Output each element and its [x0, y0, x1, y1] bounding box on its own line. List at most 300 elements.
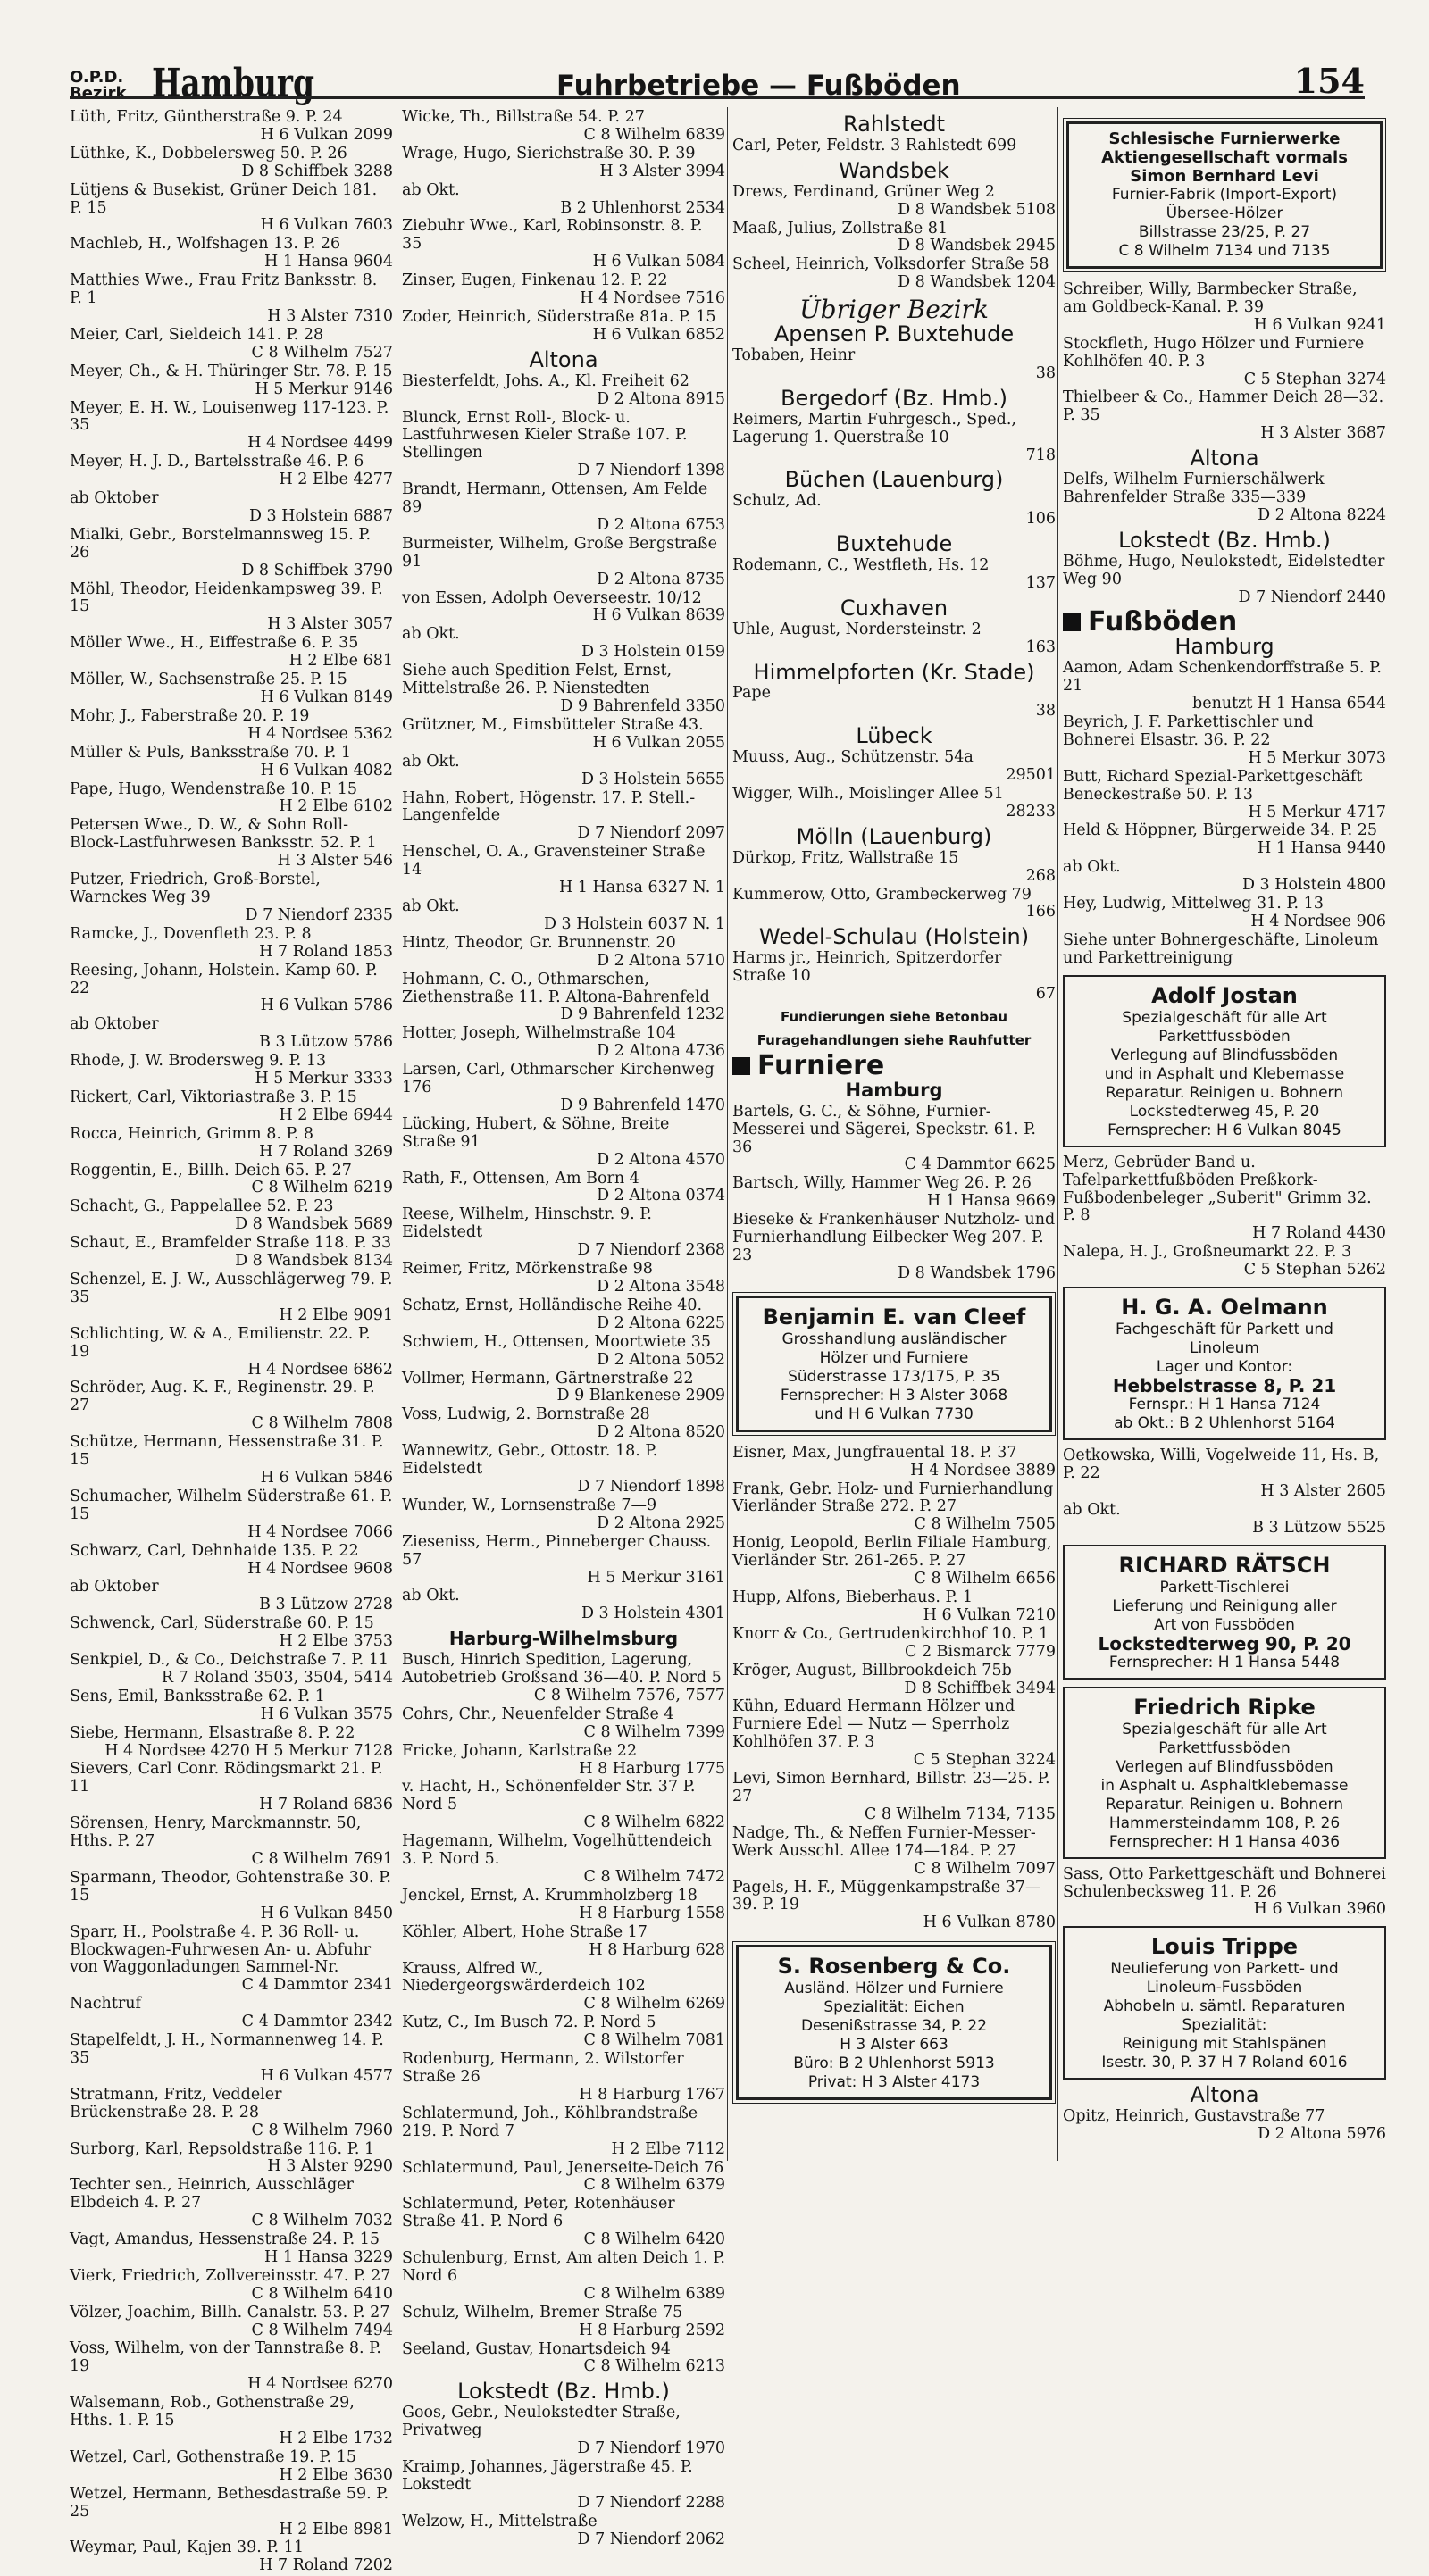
entry-name: Machleb, H., Wolfshagen 13. P. 26 — [70, 235, 341, 254]
directory-entry — [402, 1206, 725, 1260]
entry-phone: H 1 Hansa 3229 — [264, 2247, 393, 2266]
ad-line: Fernsprecher: H 6 Vulkan 8045 — [1107, 1121, 1341, 1139]
directory-entry — [70, 1434, 393, 1488]
entry-name: Henschel, O. A., Gravensteiner Straße 14 — [402, 843, 706, 880]
ad-trippe — [1063, 1926, 1386, 2080]
entry-name: Nachtruf — [70, 1995, 141, 2013]
entry-name: Meyer, E. H. W., Louisenweg 117-123. P. 35 — [70, 398, 389, 435]
entry-name: Hohmann, C. O., Othmarschen, Ziethenstraße 11. P. Altona-Bahrenfeld — [402, 970, 710, 1006]
header-rule — [70, 96, 1365, 99]
entry-name: Sparr, H., Poolstraße 4. P. 36 Roll- u. Blockwagen-Fuhrwesen An- u. Abfuhr von Waggonladungen Sammel-Nr. — [70, 1922, 372, 1977]
entry-phone: H 6 Vulkan 4082 — [260, 761, 393, 779]
entry-phone: C 8 Wilhelm 7527 — [251, 343, 393, 362]
directory-entry — [402, 1497, 725, 1533]
directory-entry — [402, 1588, 725, 1623]
entry-phone: D 2 Altona 8735 — [597, 570, 725, 588]
entry-phone: C 4 Dammtor 6625 — [904, 1155, 1056, 1174]
directory-entry — [732, 1771, 1056, 1824]
entry-list — [732, 621, 1056, 657]
entry-name: ab Okt. — [402, 1587, 460, 1605]
entry-phone: H 7 Roland 4430 — [1252, 1224, 1386, 1243]
entry-list — [732, 184, 1056, 292]
entry-name: Kühn, Eduard Hermann Hölzer und Furniere Edel — Nutz — Sperrholz Kohlhöfen 37. P. 3 — [732, 1697, 1015, 1752]
entry-phone: D 8 Wandsbek 1796 — [898, 1263, 1056, 1282]
entry-name: Welzow, H., Mittelstraße — [402, 2512, 598, 2530]
entry-phone: C 8 Wilhelm 6269 — [583, 1995, 725, 2013]
entry-list — [732, 850, 1056, 922]
entry-name: Aamon, Adam Schenkendorffstraße 5. P. 21 — [1063, 659, 1382, 696]
entry-phone: C 8 Wilhelm 7081 — [583, 2031, 725, 2050]
ad-line: Privat: H 3 Alster 4173 — [807, 2073, 981, 2092]
ad-line: Reparatur. Reinigen u. Bohnern — [1105, 1795, 1344, 1813]
entry-phone: C 8 Wilhelm 7134, 7135 — [864, 1805, 1056, 1823]
heading-buechen: Büchen (Lauenburg) — [784, 467, 1004, 493]
entry-name: Muuss, Aug., Schützenstr. 54a — [732, 748, 974, 767]
directory-entry — [402, 1706, 725, 1742]
entry-name: Schatz, Ernst, Holländische Reihe 40. — [402, 1296, 703, 1314]
entry-name: Butt, Richard Spezial-Parkettgeschäft Beneckestraße 50. P. 13 — [1063, 767, 1363, 804]
directory-entry — [402, 1371, 725, 1406]
directory-entry — [70, 454, 393, 489]
entry-name: Roggentin, E., Billh. Deich 65. P. 27 — [70, 1161, 352, 1180]
heading-lokstedt: Lokstedt (Bz. Hmb.) — [1118, 527, 1331, 553]
directory-entry — [402, 1443, 725, 1496]
directory-entry — [70, 1579, 393, 1614]
entry-phone: H 4 Nordsee 906 — [1250, 913, 1386, 930]
directory-entry — [732, 950, 1056, 1004]
directory-entry — [70, 2340, 393, 2394]
entry-phone: D 9 Bahrenfeld 3350 — [560, 697, 725, 715]
entry-phone: H 6 Vulkan 7210 — [923, 1605, 1056, 1624]
directory-entry — [70, 1543, 393, 1579]
entry-phone: H 7 Roland 6836 — [259, 1796, 393, 1814]
directory-entry — [70, 708, 393, 744]
entry-name: ab Oktober — [70, 489, 159, 508]
entry-phone: H 1 Hansa 9440 — [1258, 839, 1386, 858]
entry-name: Schlatermund, Joh., Köhlbrandstraße 219. P. Nord 7 — [402, 2104, 698, 2140]
entry-phone: H 8 Harburg 2592 — [579, 2321, 725, 2339]
entry-name: Wicke, Th., Billstraße 54. P. 27 — [402, 108, 645, 126]
entry-name: Möhl, Theodor, Heidenkampsweg 39. P. 15 — [70, 579, 383, 616]
entry-name: Schütze, Hermann, Hessenstraße 31. P. 15 — [70, 1433, 384, 1470]
directory-entry — [1063, 822, 1386, 858]
entry-phone: D 9 Blankenese 2909 — [556, 1387, 725, 1405]
entry-phone: C 8 Wilhelm 6420 — [583, 2230, 725, 2249]
ad-title: Friedrich Ripke — [1133, 1694, 1316, 1720]
entry-name: Thielbeer & Co., Hammer Deich 28—32. P. 35 — [1063, 388, 1384, 425]
entry-name: von Essen, Adolph Oeverseestr. 10/12 — [402, 588, 702, 607]
directory-entry — [732, 1175, 1056, 1211]
entry-phone: D 7 Niendorf 2440 — [1238, 588, 1386, 606]
entry-phone: D 2 Altona 6753 — [597, 515, 725, 534]
heading-harburg: Harburg-Wilhelmsburg — [448, 1628, 679, 1650]
directory-entry — [70, 2231, 393, 2267]
entry-phone: D 2 Altona 3548 — [597, 1278, 725, 1296]
directory-entry — [70, 817, 393, 871]
ad-title: H. G. A. Oelmann — [1121, 1295, 1328, 1321]
entry-list — [402, 1652, 725, 2376]
ad-line: Spezialgeschäft für alle Art — [1122, 1720, 1327, 1738]
directory-entry — [402, 2014, 725, 2050]
entry-list — [732, 347, 1056, 383]
entry-name: Uhle, August, Nordersteinstr. 2 — [732, 620, 982, 638]
entry-name: Rath, F., Ottensen, Am Born 4 — [402, 1169, 639, 1188]
entry-name: Stratmann, Fritz, Veddeler Brückenstraße 28. P. 28 — [70, 2085, 282, 2122]
column-1 — [70, 109, 393, 2576]
ad-line: Verlegen auf Blindfussböden — [1116, 1757, 1333, 1776]
entry-list — [1063, 2108, 1386, 2144]
heading-altona: Altona — [1190, 2082, 1259, 2108]
entry-phone: D 3 Holstein 5655 — [581, 770, 725, 788]
directory-entry — [402, 1534, 725, 1588]
entry-name: Techter sen., Heinrich, Ausschläger Elbdeich 4. P. 27 — [70, 2176, 354, 2213]
entry-phone: H 7 Roland 7202 — [259, 2556, 393, 2575]
entry-name: Reimer, Fritz, Mörkenstraße 98 — [402, 1260, 653, 1279]
entry-phone: H 3 Alster 3057 — [267, 615, 393, 634]
directory-entry — [732, 256, 1056, 292]
entry-name: Schwenck, Carl, Süderstraße 60. P. 15 — [70, 1614, 374, 1633]
entry-name: Brandt, Hermann, Ottensen, Am Felde 89 — [402, 480, 708, 517]
directory-entry — [732, 557, 1056, 593]
entry-phone: R 7 Roland 3503, 3504, 5414 — [161, 1668, 393, 1687]
entry-phone: D 2 Altona 8915 — [597, 389, 725, 408]
entry-name: Honig, Leopold, Berlin Filiale Hamburg, Vierländer Str. 261-265. P. 27 — [732, 1534, 1052, 1571]
section-marker-icon — [1063, 613, 1081, 631]
directory-entry — [70, 1126, 393, 1162]
entry-phone: H 6 Vulkan 8780 — [923, 1913, 1056, 1932]
entry-name: ab Okt. — [1063, 1500, 1121, 1519]
column-divider — [727, 107, 728, 2161]
entry-name: Held & Höppner, Bürgerweide 34. P. 25 — [1063, 821, 1378, 840]
ad-ripke — [1063, 1687, 1386, 1859]
entry-name: Zoder, Heinrich, Süderstraße 81a. P. 15 — [402, 307, 716, 326]
entry-phone: benutzt H 1 Hansa 6544 — [1192, 695, 1386, 713]
directory-entry — [732, 221, 1056, 256]
ad-line: und H 6 Vulkan 7730 — [815, 1405, 974, 1423]
directory-entry — [402, 2250, 725, 2304]
entry-list — [1063, 1155, 1386, 1280]
directory-entry — [402, 2051, 725, 2105]
entry-phone: D 7 Niendorf 2288 — [577, 2493, 725, 2512]
directory-entry — [732, 621, 1056, 657]
directory-entry — [70, 2486, 393, 2539]
entry-phone: D 2 Altona 6225 — [597, 1313, 725, 1332]
entry-phone: H 3 Alster 3994 — [599, 162, 725, 180]
directory-entry — [402, 1171, 725, 1206]
entry-phone: C 8 Wilhelm 6389 — [583, 2284, 725, 2303]
directory-entry — [70, 926, 393, 962]
entry-name: Vollmer, Hermann, Gärtnerstraße 22 — [402, 1369, 694, 1388]
entry-list — [402, 373, 725, 1624]
entry-name: Wannewitz, Gebr., Ottostr. 18. P. Eidelstedt — [402, 1442, 658, 1479]
directory-entry — [70, 1996, 393, 2031]
directory-entry — [402, 146, 725, 181]
entry-name: Sievers, Carl Conr. Rödingsmarkt 21. P. 11 — [70, 1760, 383, 1797]
ad-line: Lieferung und Reinigung aller — [1112, 1596, 1337, 1615]
directory-entry — [732, 493, 1056, 529]
entry-name: Wetzel, Hermann, Bethesdastraße 59. P. 25 — [70, 2484, 389, 2521]
entry-name: Scheel, Heinrich, Volksdorfer Straße 58 — [732, 255, 1049, 274]
entry-phone: H 6 Vulkan 5846 — [260, 1468, 393, 1487]
entry-name: Kutz, C., Im Busch 72. P. Nord 5 — [402, 2013, 656, 2032]
entry-name: ab Oktober — [70, 1578, 159, 1596]
directory-entry — [732, 1626, 1056, 1662]
directory-entry — [402, 1961, 725, 2014]
entry-name: Sens, Emil, Banksstraße 62. P. 1 — [70, 1687, 325, 1705]
entry-name: Voss, Wilhelm, von der Tannstraße 8. P. 19 — [70, 2339, 381, 2376]
entry-name: ab Oktober — [70, 1015, 159, 1034]
heading-cuxhaven: Cuxhaven — [840, 595, 948, 621]
entry-phone: C 8 Wilhelm 6410 — [251, 2284, 393, 2303]
entry-name: Siehe auch Spedition Felst, Ernst, Mittelstraße 26. P. Nienstedten — [402, 662, 673, 698]
ad-line: Übersee-Hölzer — [1166, 204, 1283, 222]
entry-name: Ziebuhr Wwe., Karl, Robinsonstr. 8. P. 35 — [402, 217, 703, 254]
section-title: Fuhrbetriebe — Fußböden — [556, 70, 961, 102]
directory-entry — [70, 400, 393, 454]
entry-phone: C 5 Stephan 5262 — [1243, 1261, 1386, 1280]
entry-name: Krauss, Alfred W., Niedergeorgswärderdeich 102 — [402, 1959, 646, 1996]
directory-entry — [402, 1779, 725, 1832]
heading-bergedorf: Bergedorf (Bz. Hmb.) — [781, 385, 1007, 411]
ad-line: Hebbelstrasse 8, P. 21 — [1112, 1375, 1337, 1397]
directory-entry — [70, 1163, 393, 1198]
directory-entry — [402, 626, 725, 662]
entry-phone: H 8 Harburg 1775 — [579, 1759, 725, 1778]
entry-name: Delfs, Wilhelm Furnierschälwerk Bahrenfelder Straße 335—339 — [1063, 471, 1325, 506]
directory-entry — [1063, 389, 1386, 443]
entry-name: Ramcke, J., Dovenfleth 23. P. 8 — [70, 924, 312, 943]
entry-phone: C 8 Wilhelm 6379 — [583, 2176, 725, 2195]
directory-entry — [402, 2513, 725, 2549]
entry-list — [1063, 554, 1386, 607]
directory-entry — [732, 685, 1056, 721]
entry-name: Merz, Gebrüder Band u. Tafelparkettfußböden Preßkork-Fußbodenbeleger „Suberit" Grimm 32. P. 8 — [1063, 1153, 1372, 1225]
directory-entry — [402, 1833, 725, 1887]
ad-title: Schlesische Furnierwerke — [1108, 129, 1341, 148]
entry-phone: D 8 Schiffbek 3494 — [904, 1679, 1056, 1697]
directory-entry — [70, 2395, 393, 2448]
directory-entry — [402, 590, 725, 626]
heading-rahlstedt: Rahlstedt — [842, 112, 946, 137]
entry-phone: D 2 Altona 5052 — [597, 1350, 725, 1369]
directory-entry — [1063, 1502, 1386, 1538]
entry-phone: D 7 Niendorf 2368 — [577, 1241, 725, 1260]
ad-line: Parkett-Tischlerei — [1159, 1578, 1290, 1596]
directory-entry — [70, 963, 393, 1016]
entry-list — [732, 138, 1056, 155]
ad-line: Spezialität: — [1182, 2016, 1267, 2035]
directory-entry — [402, 2196, 725, 2249]
entry-name: Schenzel, E. J. W., Ausschlägerweg 79. P. 35 — [70, 1271, 393, 1306]
entry-name: Zieseniss, Herm., Pinneberger Chauss. 57 — [402, 1532, 712, 1569]
heading-uebriger-bezirk: Übriger Bezirk — [799, 295, 989, 325]
directory-entry — [70, 1380, 393, 1433]
entry-name: Wigger, Wilh., Moislinger Allee 51 — [732, 785, 1004, 803]
ad-title: RICHARD RÄTSCH — [1118, 1552, 1331, 1578]
entry-phone: H 6 Vulkan 2055 — [592, 733, 725, 752]
entry-name: Hahn, Robert, Högenstr. 17. P. Stell.-Langenfelde — [402, 788, 696, 825]
entry-name: Lüth, Fritz, Güntherstraße 9. P. 24 — [70, 108, 343, 126]
entry-list — [70, 109, 393, 2575]
directory-entry — [402, 1116, 725, 1170]
directory-entry — [402, 971, 725, 1025]
directory-entry — [402, 1924, 725, 1960]
entry-name: Reesing, Johann, Holstein. Kamp 60. P. 22 — [70, 961, 378, 997]
entry-phone: C 8 Wilhelm 6822 — [583, 1813, 725, 1832]
ad-line: und in Asphalt und Klebemasse — [1104, 1064, 1345, 1083]
entry-name: Seeland, Gustav, Honartsdeich 94 — [402, 2339, 671, 2358]
entry-phone: H 6 Vulkan 8149 — [260, 688, 393, 706]
column-divider — [1057, 107, 1058, 2161]
entry-name: Schulenburg, Ernst, Am alten Deich 1. P. Nord 6 — [402, 2249, 725, 2285]
entry-phone: 38 — [1035, 702, 1056, 721]
entry-name: Putzer, Friedrich, Groß-Borstel, Warnckes Weg 39 — [70, 871, 321, 906]
directory-entry — [732, 1212, 1056, 1283]
directory-entry — [1063, 859, 1386, 895]
entry-list — [1063, 281, 1386, 443]
entry-phone: H 6 Vulkan 6852 — [592, 325, 725, 344]
ad-line: Fernspr.: H 1 Hansa 7124 — [1128, 1396, 1321, 1414]
entry-name: Voss, Ludwig, 2. Bornstraße 28 — [402, 1405, 650, 1424]
entry-name: Schwiem, H., Ottensen, Moortwiete 35 — [402, 1332, 711, 1351]
directory-entry — [70, 327, 393, 363]
ad-jostan — [1063, 975, 1386, 1147]
entry-phone: H 4 Nordsee 4270 H 5 Merkur 7128 — [104, 1741, 393, 1760]
directory-entry — [732, 1104, 1056, 1175]
entry-phone: D 7 Niendorf 2062 — [577, 2530, 725, 2548]
entry-name: Schulz, Ad. — [732, 492, 822, 511]
entry-name: Knorr & Co., Gertrudenkirchhof 10. P. 1 — [732, 1624, 1049, 1643]
city-title: Hamburg — [152, 61, 315, 106]
entry-phone: H 6 Vulkan 3575 — [260, 1705, 393, 1723]
directory-entry — [732, 347, 1056, 383]
ad-line: Art von Fussböden — [1154, 1615, 1295, 1634]
entry-name: Eisner, Max, Jungfrauental 18. P. 37 — [732, 1443, 1017, 1462]
entry-name: Burmeister, Wilhelm, Große Bergstraße 91 — [402, 534, 717, 571]
entry-name: Maaß, Julius, Zollstraße 81 — [732, 219, 948, 238]
entry-phone: C 8 Wilhelm 6219 — [251, 1179, 393, 1197]
entry-name: Schulz, Wilhelm, Bremer Straße 75 — [402, 2303, 683, 2322]
entry-phone: D 3 Holstein 0159 — [581, 643, 725, 662]
heading-hamburg: Hamburg — [1174, 634, 1274, 660]
entry-name: Rocca, Heinrich, Grimm 8. P. 8 — [70, 1124, 313, 1143]
entry-phone: C 8 Wilhelm 7032 — [251, 2212, 393, 2230]
entry-name: Kummerow, Otto, Grambeckerweg 79 — [732, 885, 1032, 904]
ad-line: ab Okt.: B 2 Uhlenhorst 5164 — [1114, 1414, 1335, 1433]
entry-name: Hey, Ludwig, Mittelweg 31. P. 13 — [1063, 895, 1324, 913]
entry-phone: C 8 Wilhelm 7399 — [583, 1722, 725, 1741]
directory-entry — [1063, 1155, 1386, 1244]
entry-name: Hintz, Theodor, Gr. Brunnenstr. 20 — [402, 933, 676, 952]
entry-phone: H 4 Nordsee 5362 — [247, 724, 393, 743]
entry-phone: B 3 Lützow 5786 — [259, 1033, 393, 1052]
entry-name: Nalepa, H. J., Großneumarkt 22. P. 3 — [1063, 1243, 1352, 1262]
directory-entry — [70, 1725, 393, 1761]
directory-entry — [1063, 336, 1386, 389]
entry-list — [402, 109, 725, 345]
ad-line: Spezialität: Eichen — [823, 1998, 965, 2017]
entry-phone: H 6 Vulkan 5084 — [592, 253, 725, 271]
ad-line: Hammersteindamm 108, P. 26 — [1108, 1813, 1341, 1832]
entry-phone: 166 — [1025, 903, 1056, 921]
entry-phone: H 4 Nordsee 7516 — [580, 289, 725, 308]
entry-list — [1063, 1866, 1386, 1920]
heading-wedel: Wedel-Schulau (Holstein) — [758, 924, 1030, 950]
section-marker-icon — [732, 1057, 750, 1075]
entry-name: Wrage, Hugo, Sierichstraße 30. P. 39 — [402, 144, 696, 163]
directory-entry — [402, 1062, 725, 1115]
ad-line: Lager und Kontor: — [1156, 1358, 1293, 1377]
entry-phone: H 2 Elbe 4277 — [279, 471, 393, 489]
directory-entry — [70, 871, 393, 925]
entry-name: Sparmann, Theodor, Gohtenstraße 30. P. 15 — [70, 1868, 391, 1905]
directory-entry — [70, 2268, 393, 2304]
directory-entry — [402, 663, 725, 716]
entry-name: Hotter, Joseph, Wilhelmstraße 104 — [402, 1024, 676, 1043]
directory-entry — [402, 790, 725, 844]
heading-fussboeden — [1063, 606, 1386, 638]
entry-phone: H 5 Merkur 3161 — [587, 1568, 725, 1587]
heading-himmelpforten: Himmelpforten (Kr. Stade) — [753, 659, 1035, 685]
heading-furniere — [732, 1049, 1056, 1081]
directory-entry — [732, 1445, 1056, 1480]
directory-entry — [402, 373, 725, 409]
ad-line: Grosshandlung ausländischer — [781, 1330, 1007, 1348]
directory-entry — [70, 1016, 393, 1052]
entry-phone: H 4 Nordsee 3889 — [910, 1461, 1056, 1480]
entry-phone: D 8 Wandsbek 8134 — [235, 1252, 393, 1271]
entry-phone: D 7 Niendorf 1898 — [577, 1477, 725, 1496]
directory-entry — [402, 2105, 725, 2159]
directory-entry — [402, 1297, 725, 1333]
entry-name: Schröder, Aug. K. F., Reginenstr. 29. P. 27 — [70, 1379, 375, 1415]
entry-list — [732, 1445, 1056, 1932]
entry-phone: H 1 Hansa 9604 — [264, 253, 393, 271]
directory-entry — [402, 898, 725, 934]
directory-entry — [402, 481, 725, 535]
entry-phone: D 8 Schiffbek 3288 — [241, 162, 393, 180]
entry-phone: C 8 Wilhelm 6839 — [583, 125, 725, 144]
entry-name: Meier, Carl, Sieldeich 141. P. 28 — [70, 325, 324, 344]
entry-phone: H 1 Hansa 9669 — [927, 1192, 1056, 1211]
directory-entry — [70, 2449, 393, 2485]
entry-list — [1063, 471, 1386, 525]
entry-phone: D 2 Altona 8520 — [597, 1423, 725, 1442]
entry-phone: 163 — [1025, 638, 1056, 656]
ad-line: Lockstedterweg 90, P. 20 — [1098, 1632, 1351, 1655]
directory-entry — [402, 1652, 725, 1705]
entry-name: Oetkowska, Willi, Vogelweide 11, Hs. B, P. 22 — [1063, 1446, 1380, 1482]
entry-phone: D 8 Wandsbek 1204 — [898, 273, 1056, 292]
column-2 — [402, 109, 725, 2550]
entry-name: Lüthke, K., Dobbelersweg 50. P. 26 — [70, 144, 347, 163]
entry-phone: D 2 Altona 4736 — [597, 1042, 725, 1061]
heading-buxtehude: Buxtehude — [835, 531, 953, 557]
entry-phone: D 2 Altona 5710 — [597, 951, 725, 970]
entry-phone: H 1 Hansa 6327 N. 1 — [558, 879, 725, 897]
directory-entry — [70, 1652, 393, 1688]
ad-schlesische-furnierwerke — [1066, 121, 1383, 269]
directory-entry — [70, 2141, 393, 2177]
entry-phone: H 8 Harburg 628 — [589, 1940, 725, 1959]
entry-phone: H 7 Roland 3269 — [259, 1142, 393, 1161]
directory-entry — [732, 1825, 1056, 1879]
entry-name: Walsemann, Rob., Gothenstraße 29, Hths. 1. P. 15 — [70, 2394, 355, 2430]
entry-name: ab Okt. — [402, 180, 460, 199]
directory-entry — [70, 1688, 393, 1724]
entry-phone: 718 — [1025, 446, 1056, 464]
entry-name: Wetzel, Carl, Gothenstraße 19. P. 15 — [70, 2447, 357, 2466]
